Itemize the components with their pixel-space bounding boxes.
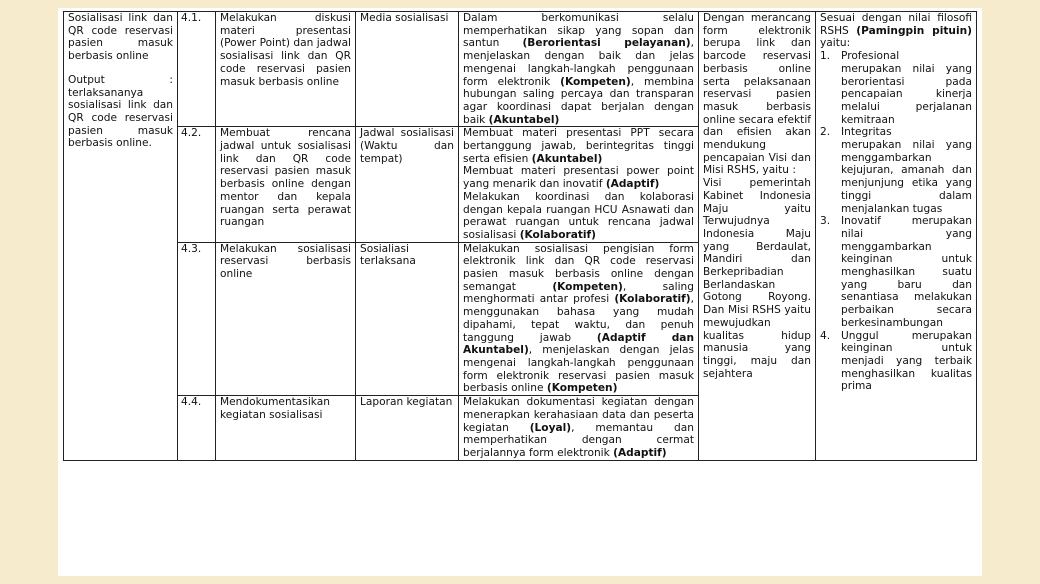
value-tag: (Adaptif) [605,178,660,191]
step-description [459,12,699,127]
step-output: Jadwal sosialisasi (Waktu dan tempat) [356,127,459,242]
description-text: Melakukan dokumentasi kegiatan dengan menerapkan kerahasiaan data dan peserta kegiatan [463,396,694,434]
description-text: Dalam berkomunikasi selalu memperhatikan sikap yang sopan dan santun [463,12,694,50]
description-text: Membuat materi presentasi PPT secara bertanggung jawab, berintegritas tinggi serta efisien [463,127,694,165]
description-text: , memantau dan memperhatikan dengan cermat berjalannya form elektronik [463,421,694,459]
value-tag: (Loyal) [529,421,572,434]
step-text: Mendokumentasikan kegiatan sosialisasi [216,396,356,461]
value-tag: (Berorientasi pelayanan) [522,37,691,50]
description-text: , menggunakan bahasa yang mudah dipahami, tepat waktu, dan penuh tanggung jawab [463,293,694,344]
values-cell [816,12,977,461]
values-list [820,50,972,393]
vision-paragraph: Dengan merancang form elektronik berupa link dan barcode reservasi berbasis online serta pelaksanaan reservasi pasien masuk berbasis online secara efektif dan efisien akan mendukung pencapaian Visi dan Misi RSHS, yaitu : [703,12,811,177]
value-tag: (Akuntabel) [488,113,560,126]
document-page [58,8,982,576]
output-text: terlaksananya sosialisasi link dan QR code reservasi pasien masuk berbasis online. [68,86,173,150]
description-text: Melakukan sosialisasi pengisian form elektronik link dan QR code reservasi pasien masuk berbasis online dengan semangat [463,242,694,293]
step-text: Membuat rencana jadwal untuk sosialisasi link dan QR code reservasi pasien masuk berbasis online dengan mentor dan kepala ruangan serta perawat ruangan [216,127,356,242]
description-text: , membina hubungan saling percaya dan transparan agar koordinasi dapat berjalan dengan baik [463,75,694,126]
step-description [459,396,699,461]
list-item: 3. Inovatif merupakan nilai yang menggambarkan keinginan untuk menghasilkan suatu yang baru dan senantiasa melakukan perbaikan secara berkesinambungan [820,215,972,329]
step-output: Media sosialisasi [356,12,459,127]
list-item: 2. Integritas merupakan nilai yang menggambarkan kejujuran, amanah dan menjunjung etika yang tinggi dalam menjalankan tugas [820,126,972,215]
step-number: 4.1. [178,12,216,127]
vision-paragraph-2: Visi pemerintah Kabinet Indonesia Maju yaitu Terwujudnya Indonesia Maju yang Berdaulat, Mandiri dan Berkepribadian Berlandaskan Gotong Royong. Dan Misi RSHS yaitu mewujudkan kualitas hidup manusia yang tinggi, maju dan sejahtera [703,177,811,380]
step-output: Sosialiasi terlaksana [356,242,459,395]
value-tag: (Adaptif dan Akuntabel) [463,331,694,357]
activity-cell [64,12,178,461]
description-text: Melakukan koordinasi dan kolaborasi dengan kepala ruangan HCU Asnawati dan perawat ruangan untuk rencana jadwal sosialisasi [463,190,694,241]
activity-title: Sosialisasi link dan QR code reservasi pasien masuk berbasis online [68,12,173,63]
description-text: , menjelaskan dengan baik dan jelas mengenai langkah-langkah penggunaan form elektronik [463,37,694,88]
value-tag: (Kompeten) [552,280,623,293]
description-text: , menjelaskan dengan jelas mengenai langkah-langkah penggunaan form elektronik reservasi pasien masuk berbasis online [463,344,694,395]
step-number: 4.3. [178,242,216,395]
description-text: , saling menghormati antar profesi [463,280,694,306]
step-description [459,242,699,395]
value-tag: (Adaptif) [613,446,667,459]
step-text: Melakukan diskusi materi presentasi (Power Point) dan jadwal sosialisasi link dan QR code reservasi pasien masuk berbasis online [216,12,356,127]
table-row [64,12,977,127]
values-intro: Sesuai dengan nilai filosofi RSHS (Pamingpin pituin) yaitu: [820,12,972,50]
value-tag: (Akuntabel) [531,152,603,165]
step-number: 4.4. [178,396,216,461]
vision-cell [699,12,816,461]
value-tag: (Kolaboratif) [519,228,596,241]
value-tag: (Kolaboratif) [614,293,691,306]
step-number: 4.2. [178,127,216,242]
list-item: 1. Profesional merupakan nilai yang berorientasi pada pencapaian kinerja melalui perjalanan kemitraan [820,50,972,126]
step-text: Melakukan sosialisasi reservasi berbasis online [216,242,356,395]
step-output: Laporan kegiatan [356,396,459,461]
output-label: Output : [68,73,173,86]
value-tag: (Kompeten) [560,75,631,88]
value-tag: (Kompeten) [546,382,618,395]
description-text: Membuat materi presentasi power point yang menarik dan inovatif [463,165,694,191]
list-item: 4. Unggul merupakan keinginan untuk menjadi yang terbaik menghasilkan kualitas prima [820,329,972,393]
step-description [459,127,699,242]
activity-table [63,11,977,461]
